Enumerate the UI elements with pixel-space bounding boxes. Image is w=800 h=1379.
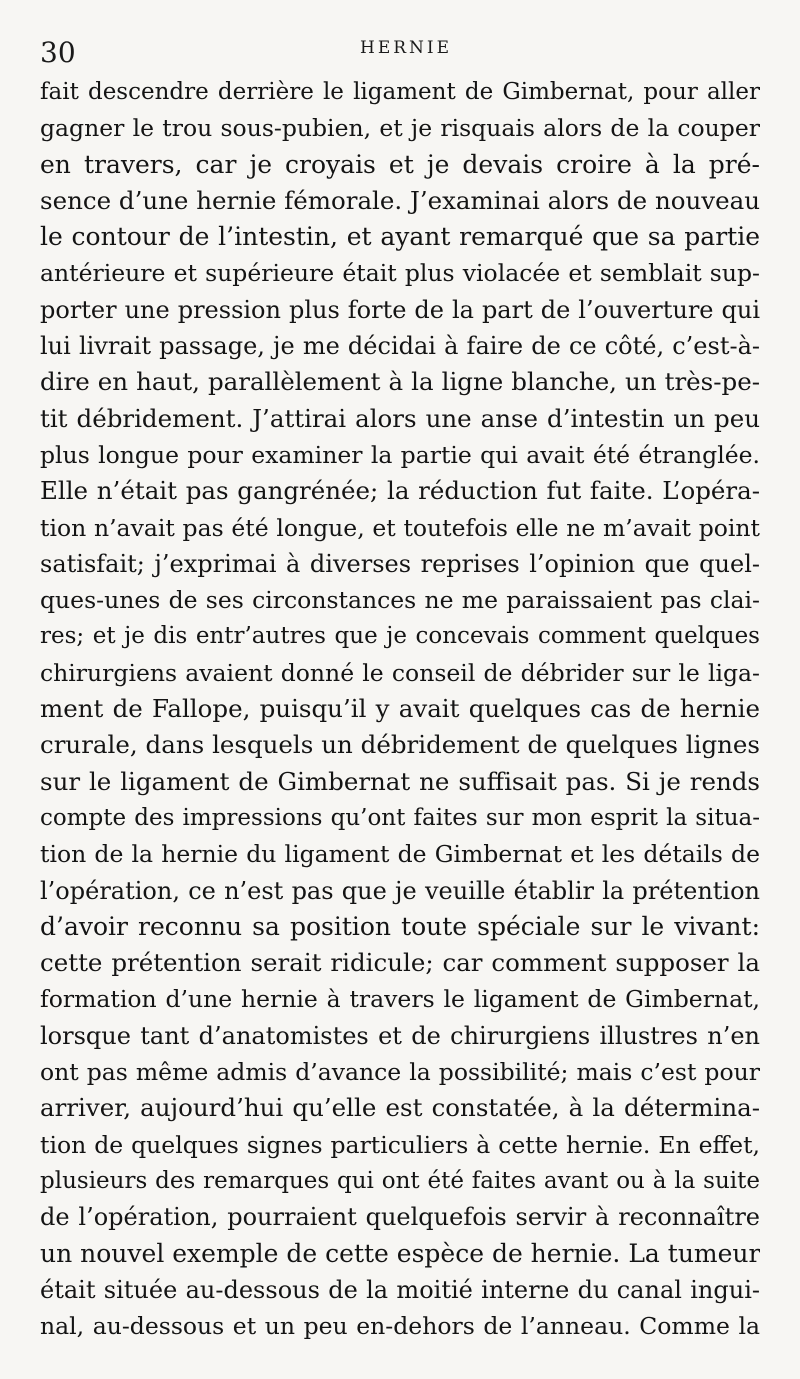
text-line: un nouvel exemple de cette espèce de hernie. La tumeur [40, 1238, 760, 1268]
page-number: 30 [40, 36, 76, 69]
text-line: lorsque tant d’anatomistes et de chirurgiens illustres n’en [40, 1021, 760, 1050]
text-line: ont pas même admis d’avance la possibilité; mais c’est pour [40, 1058, 760, 1087]
text-line: d’avoir reconnu sa position toute spéciale sur le vivant: [40, 911, 760, 941]
text-line: crurale, dans lesquels un débridement de quelques lignes [40, 730, 760, 760]
running-head [40, 30, 760, 70]
text-line: plus longue pour examiner la partie qui avait été étranglée. [40, 440, 760, 469]
text-line: ment de Fallope, puisqu’il y avait quelques cas de hernie [40, 694, 760, 724]
text-line: en travers, car je croyais et je devais croire à la pré- [40, 149, 760, 179]
text-line: était située au-dessous de la moitié interne du canal ingui- [40, 1275, 760, 1304]
text-line: satisfait; j’exprimai à diverses reprises l’opinion que quel- [40, 549, 760, 578]
text-line: tion de la hernie du ligament de Gimbernat et les détails de [40, 840, 760, 869]
text-line: lui livrait passage, je me décidai à faire de ce côté, c’est-à- [40, 332, 760, 361]
text-line: gagner le trou sous-pubien, et je risquais alors de la couper [40, 114, 760, 143]
text-line: compte des impressions qu’ont faites sur mon esprit la situa- [40, 804, 760, 831]
text-line: dire en haut, parallèlement à la ligne blanche, un très-pe- [40, 367, 760, 397]
text-line: de l’opération, pourraient quelquefois servir à reconnaître [40, 1203, 760, 1232]
text-line: antérieure et supérieure était plus violacée et semblait sup- [40, 259, 760, 288]
text-line: formation d’une hernie à travers le ligament de Gimbernat, [40, 985, 760, 1014]
text-line: le contour de l’intestin, et ayant remarqué que sa partie [40, 222, 760, 252]
text-line: tion de quelques signes particuliers à cette hernie. En effet, [40, 1130, 760, 1159]
text-line: porter une pression plus forte de la part de l’ouverture qui [40, 295, 760, 324]
text-line: tit débridement. J’attirai alors une anse d’intestin un peu [40, 403, 760, 433]
body-text [40, 74, 760, 1344]
text-line: arriver, aujourd’hui qu’elle est constatée, à la détermina- [40, 1093, 760, 1123]
text-line: l’opération, ce n’est pas que je veuille établir la prétention [40, 876, 760, 905]
text-line: cette prétention serait ridicule; car comment supposer la [40, 948, 760, 978]
running-title: HERNIE [360, 38, 453, 58]
text-line: sur le ligament de Gimbernat ne suffisait pas. Si je rends [40, 766, 760, 796]
text-line: Elle n’était pas gangrénée; la réduction fut faite. L’opéra- [40, 476, 760, 506]
text-line: ques-unes de ses circonstances ne me paraissaient pas clai- [40, 586, 760, 615]
text-line: tion n’avait pas été longue, et toutefois elle ne m’avait point [40, 513, 760, 542]
text-line: fait descendre derrière le ligament de Gimbernat, pour aller [40, 79, 760, 105]
text-line: nal, au-dessous et un peu en-dehors de l’anneau. Comme la [40, 1312, 760, 1341]
text-line: res; et je dis entr’autres que je concevais comment quelques [40, 623, 760, 650]
text-line: plusieurs des remarques qui ont été faites avant ou à la suite [40, 1167, 760, 1194]
text-line: chirurgiens avaient donné le conseil de débrider sur le liga- [40, 658, 760, 687]
text-line: sence d’une hernie fémorale. J’examinai alors de nouveau [40, 185, 760, 215]
